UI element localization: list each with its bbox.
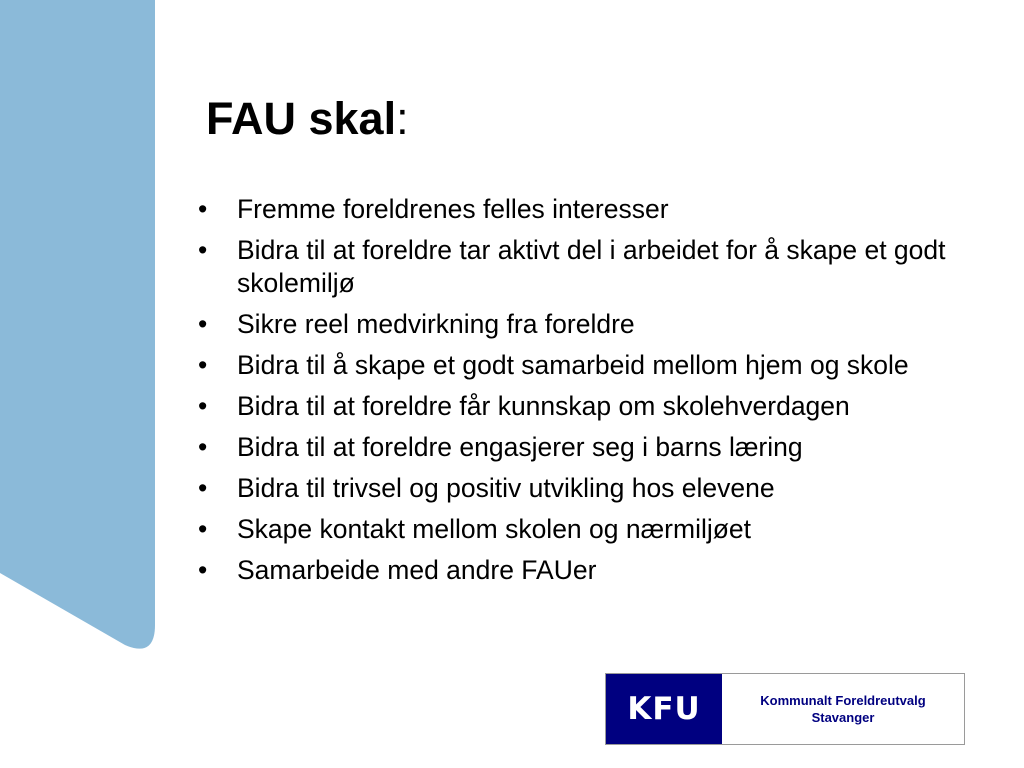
bullet-item [198,390,978,423]
bullet-item [198,513,978,546]
bullet-marker: • [198,514,208,544]
bullet-text: Samarbeide med andre FAUer [237,555,597,585]
bullet-text: Bidra til at foreldre tar aktivt del i arbeidet for å skape et godt skolemiljø [237,235,946,298]
kfu-logo-line2: Stavanger [811,710,875,725]
bullet-text: Sikre reel medvirkning fra foreldre [237,309,635,339]
bullet-marker: • [198,555,208,585]
slide-title [206,92,409,146]
bullet-text: Fremme foreldrenes felles interesser [237,194,669,224]
bullet-item [198,308,978,341]
decorative-side-shape [0,0,160,660]
bullet-text: Bidra til trivsel og positiv utvikling hos elevene [237,473,775,503]
bullet-item [198,193,978,226]
bullet-marker: • [198,391,208,421]
bullet-text: Bidra til å skape et godt samarbeid mellom hjem og skole [237,350,909,380]
bullet-marker: • [198,235,208,265]
bullet-item [198,472,978,505]
kfu-logo-mark: KFU [606,674,722,744]
bullet-item [198,349,978,382]
bullet-item [198,431,978,464]
bullet-text: Skape kontakt mellom skolen og nærmiljøet [237,514,752,544]
kfu-logo [605,673,965,745]
bullet-marker: • [198,473,208,503]
bullet-text: Bidra til at foreldre engasjerer seg i barns læring [237,432,803,462]
kfu-logo-text [722,674,964,744]
bullet-item [198,554,978,587]
bullet-marker: • [198,194,208,224]
bullet-text: Bidra til at foreldre får kunnskap om skolehverdagen [237,391,850,421]
bullet-list [198,193,978,595]
bullet-marker: • [198,432,208,462]
slide-title-colon: : [396,93,409,144]
bullet-marker: • [198,350,208,380]
bullet-marker: • [198,309,208,339]
kfu-logo-line1: Kommunalt Foreldreutvalg [760,693,926,708]
slide-title-text: FAU skal [206,93,397,144]
bullet-item [198,234,978,300]
